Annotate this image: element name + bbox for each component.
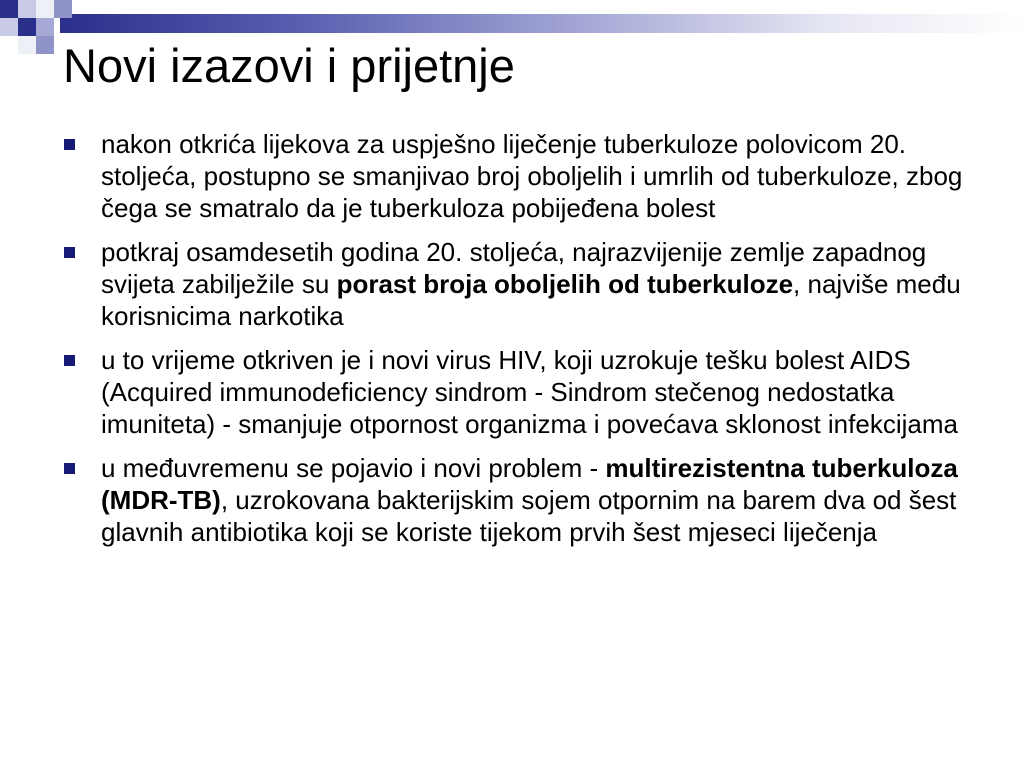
square-bullet-icon <box>64 139 75 150</box>
slide-title: Novi izazovi i prijetnje <box>63 39 515 92</box>
bullet-text: , uzrokovana bakterijskim sojem otpornim na barem dva od šest glavnih antibiotika koji se koriste tijekom prvih šest mjeseci liječenja <box>101 485 957 547</box>
bullet-list <box>64 128 984 560</box>
square-bullet-icon <box>64 247 75 258</box>
deco-square <box>18 0 36 18</box>
deco-square <box>18 18 36 36</box>
deco-square <box>36 36 54 54</box>
bullet-item <box>64 128 984 224</box>
deco-square <box>36 0 54 18</box>
deco-square <box>0 18 18 36</box>
bullet-text: u to vrijeme otkriven je i novi virus HIV, koji uzrokuje tešku bolest AIDS (Acquired immunodeficiency sindrom - Sindrom stečenog nedostatka imuniteta) - smanjuje otpornost organizma i povećava sklonost infekcijama <box>101 345 958 439</box>
bullet-item <box>64 344 984 440</box>
deco-square <box>54 0 72 18</box>
square-bullet-icon <box>64 463 75 474</box>
deco-square <box>0 0 18 18</box>
bullet-text: , najviše među korisnicima narkotika <box>101 269 961 331</box>
bullet-text: u međuvremenu se pojavio i novi problem - <box>101 453 606 483</box>
bullet-text: nakon otkrića lijekova za uspješno liječenje tuberkuloze polovicom 20. stoljeća, postupno se smanjivao broj oboljelih i umrlih od tuberkuloze, zbog čega se smatralo da je tuberkuloza pobijeđena bolest <box>101 129 963 223</box>
bullet-text-bold: porast broja oboljelih od tuberkuloze <box>336 269 794 299</box>
header-gradient-bar <box>60 14 1024 33</box>
deco-square <box>18 36 36 54</box>
bullet-item <box>64 236 984 332</box>
bullet-text-bold: multirezistentna tuberkuloza (MDR-TB) <box>101 453 958 515</box>
deco-square <box>36 18 54 36</box>
bullet-item <box>64 452 984 548</box>
bullet-text: potkraj osamdesetih godina 20. stoljeća, najrazvijenije zemlje zapadnog svijeta zabilježile su <box>101 237 927 299</box>
square-bullet-icon <box>64 355 75 366</box>
